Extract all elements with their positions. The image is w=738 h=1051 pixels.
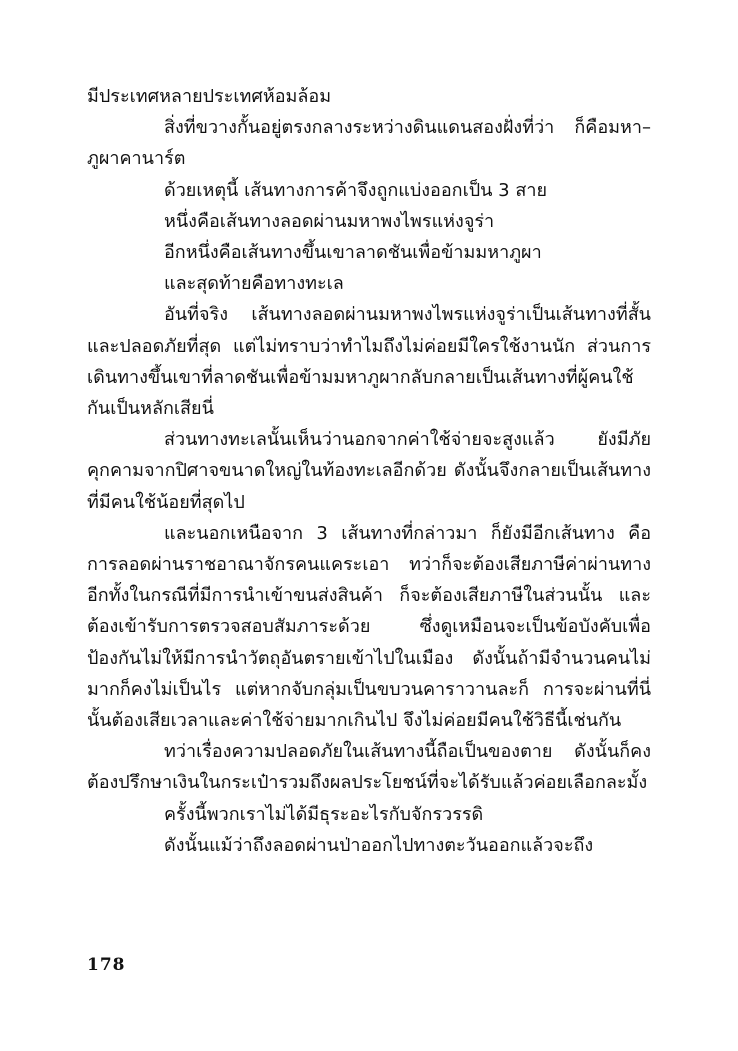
body-text [87,81,651,861]
paragraph: ครั้งนี้พวกเราไม่ได้มีธุระอะไรกับจักรวรรดิ [164,803,484,825]
page-number: 178 [87,955,126,975]
paragraph: หนึ่งคือเส้นทางลอดผ่านมหาพงไพรแห่งจูร่า [164,210,495,232]
paragraph: ด้วยเหตุนี้ เส้นทางการค้าจึงถูกแบ่งออกเป็น 3 สาย [164,179,547,201]
paragraph: ทว่าเรื่องความปลอดภัยในเส้นทางนี้ถือเป็นของตาย ดังนั้นก็คงต้องปรึกษาเงินในกระเป๋ารวมถึงผลประโยชน์ที่จะได้รับแล้วค่อยเลือกละมั้ง [87,741,651,794]
paragraph: อันที่จริง เส้นทางลอดผ่านมหาพงไพรแห่งจูร่าเป็นเส้นทางที่สั้นและปลอดภัยที่สุด แต่ไม่ทราบว่าทำไมถึงไม่ค่อยมีใครใช้งานนัก ส่วนการเดินทางขึ้นเขาที่ลาดชันเพื่อข้ามมหาภูผากลับกลายเป็นเส้นทางที่ผู้คนใช้กันเป็นหลักเสียนี่ [87,304,651,420]
paragraph: อีกหนึ่งคือเส้นทางขึ้นเขาลาดชันเพื่อข้ามมหาภูผา [164,242,542,264]
paragraph: และนอกเหนือจาก 3 เส้นทางที่กล่าวมา ก็ยังมีอีกเส้นทาง คือการลอดผ่านราชอาณาจักรคนแคระเอา ทว่าก็จะต้องเสียภาษีค่าผ่านทาง อีกทั้งในกรณีที่มีการนำเข้าขนส่งสินค้า ก็จะต้องเสียภาษีในส่วนนั้น และต้องเข้ารับการตรวจสอบสัมภาระด้วย ซึ่งดูเหมือนจะเป็นข้อบังคับเพื่อป้องกันไม่ให้มีการนำวัตถุอันตรายเข้าไปในเมือง ดังนั้นถ้ามีจำนวนคนไม่มากก็คงไม่เป็นไร แต่หากจับกลุ่มเป็นขบวนคาราวานละก็ การจะผ่านที่นี่นั้นต้องเสียเวลาและค่าใช้จ่ายมากเกินไป จึงไม่ค่อยมีคนใช้วิธีนี้เช่นกัน [87,522,651,732]
paragraph: มีประเทศหลายประเทศห้อมล้อม [87,86,332,107]
paragraph: ส่วนทางทะเลนั้นเห็นว่านอกจากค่าใช้จ่ายจะสูงแล้ว ยังมีภัยคุกคามจากปิศาจขนาดใหญ่ในท้องทะเลอีกด้วย ดังนั้นจึงกลายเป็นเส้นทางที่มีคนใช้น้อยที่สุดไป [87,429,651,513]
paragraph: ดังนั้นแม้ว่าถึงลอดผ่านป่าออกไปทางตะวันออกแล้วจะถึง [164,834,594,856]
paragraph: สิ่งที่ขวางกั้นอยู่ตรงกลางระหว่างดินแดนสองฝั่งที่ว่า ก็คือมหา–ภูผาคานาร์ต [87,117,651,170]
paragraph: และสุดท้ายคือทางทะเล [164,273,344,295]
